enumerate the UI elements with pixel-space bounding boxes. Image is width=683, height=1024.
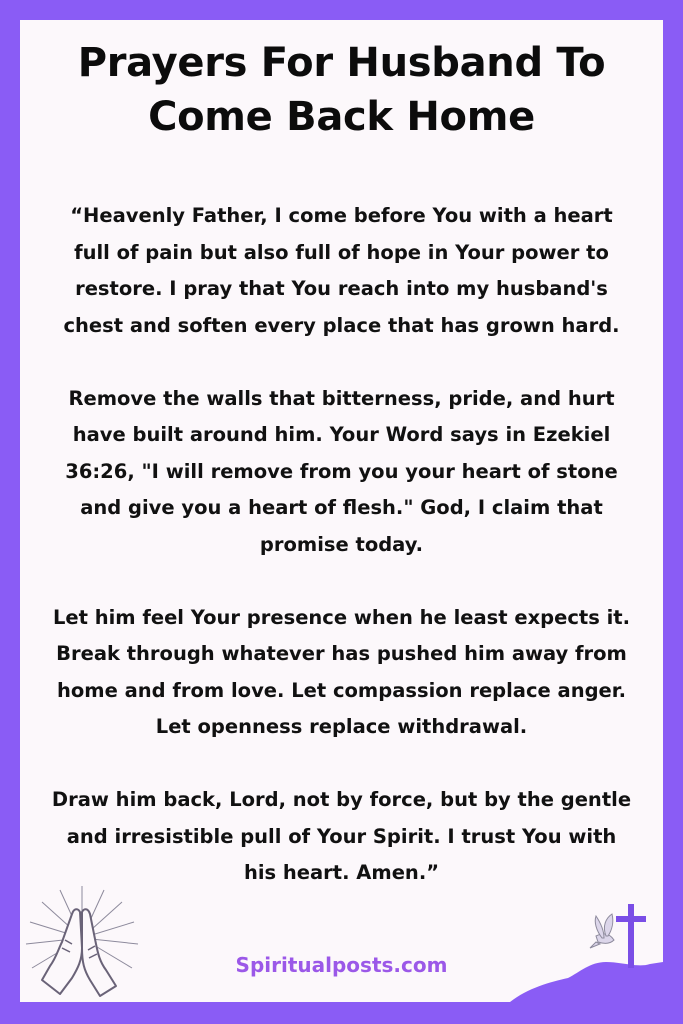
site-footer: Spiritualposts.com xyxy=(235,953,448,977)
prayer-paragraph: Let him feel Your presence when he least expects it. Break through whatever has pushed him away from home and from love. Let compassion replace anger. Let openness replace withdrawal. xyxy=(52,605,631,738)
praying-hands-icon xyxy=(20,882,140,1002)
prayer-card xyxy=(20,20,663,1002)
prayer-paragraph: Draw him back, Lord, not by force, but by the gentle and irresistible pull of Your Spirit. I trust You with his heart. Amen.” xyxy=(51,788,632,884)
prayer-paragraph: Remove the walls that bitterness, pride, and hurt have built around him. Your Word says in Ezekiel 36:26, "I will remove from you your heart of stone and give you a heart of flesh." God, I claim that promise today. xyxy=(65,386,618,556)
prayer-paragraph: “Heavenly Father, I come before You with a heart full of pain but also full of hope in Your power to restore. I pray that You reach into my husband's chest and soften every place that has grown hard. xyxy=(63,204,620,337)
page-title xyxy=(20,36,663,144)
title-line-1: Prayers For Husband To xyxy=(77,40,606,86)
cross-with-dove-icon xyxy=(510,892,663,1002)
prayer-text xyxy=(50,198,633,928)
title-line-2: Come Back Home xyxy=(148,94,535,140)
